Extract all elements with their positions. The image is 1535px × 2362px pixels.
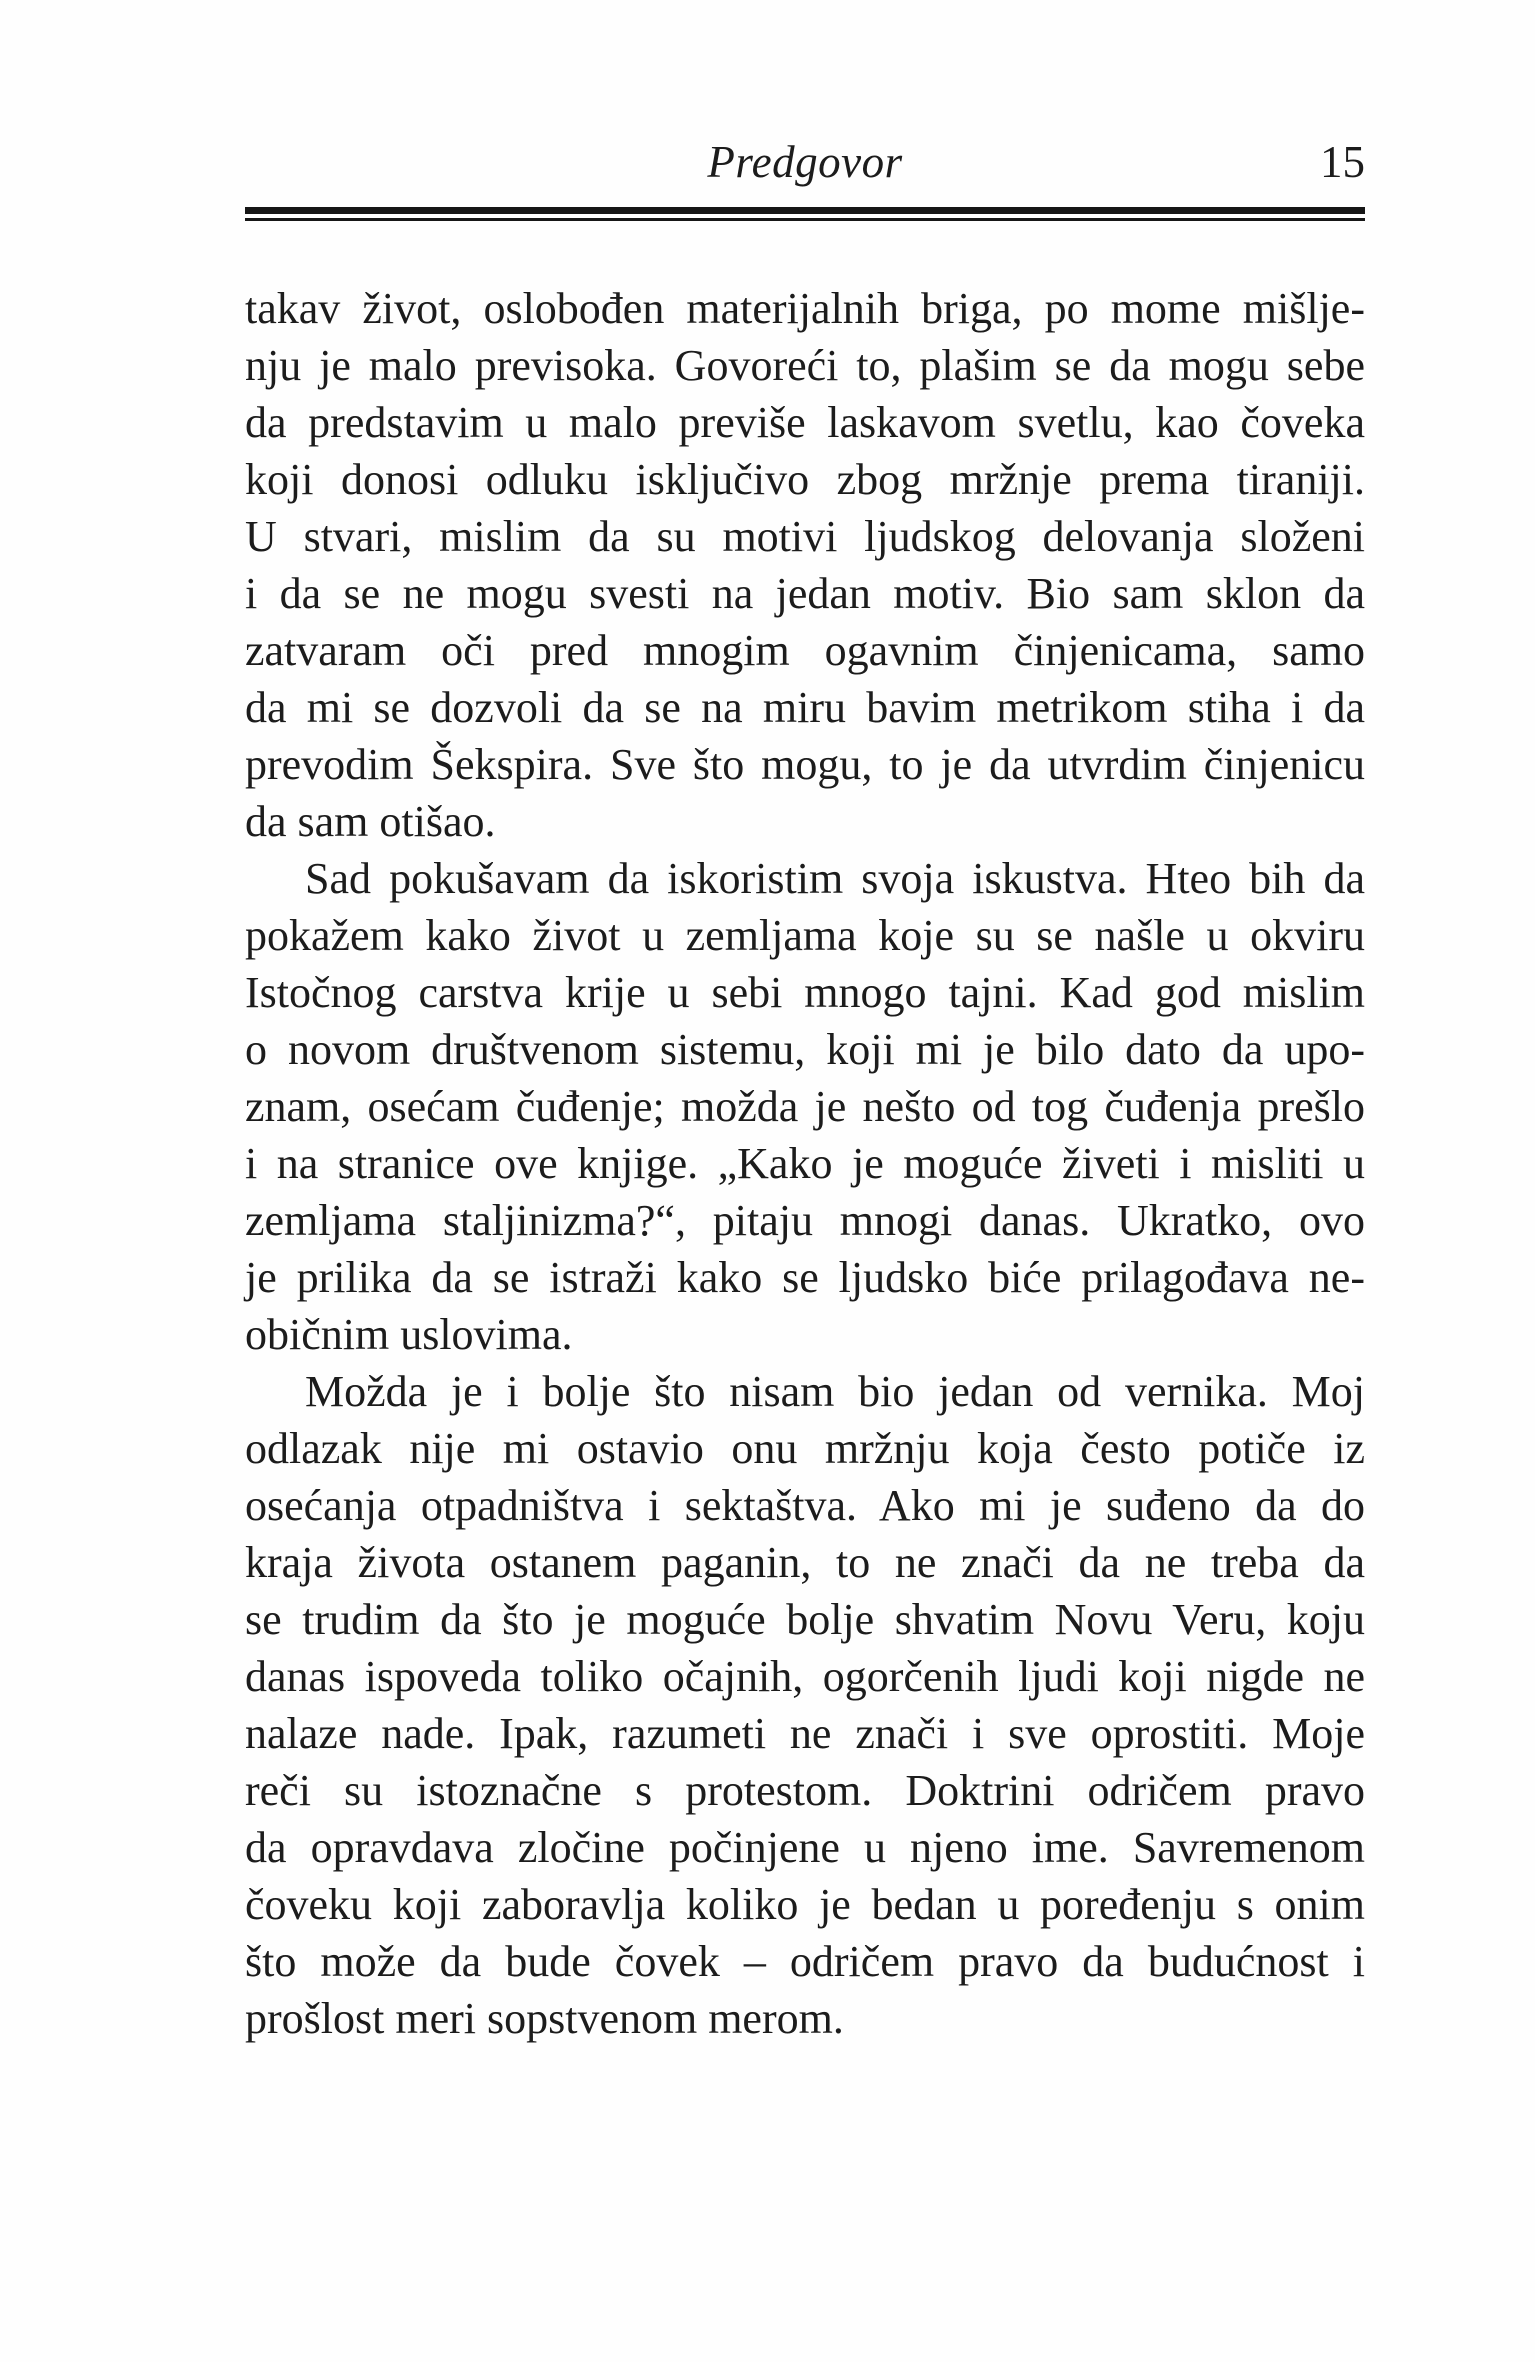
- text-line: da mi se dozvoli da se na miru bavim metrikom stiha i da: [245, 683, 1365, 732]
- text-line: čoveku koji zaboravlja koliko je bedan u poređenju s onim: [245, 1880, 1365, 1929]
- text-line: Istočnog carstva krije u sebi mnogo tajni. Kad god mislim: [245, 968, 1365, 1017]
- text-line: kraja života ostanem paganin, to ne znači da ne treba da: [245, 1538, 1365, 1587]
- text-line: običnim uslovima.: [245, 1310, 573, 1359]
- text-line: odlazak nije mi ostavio onu mržnju koja često potiče iz: [245, 1424, 1365, 1473]
- text-line: da opravdava zločine počinjene u njeno ime. Savremenom: [245, 1823, 1365, 1872]
- text-line: se trudim da što je moguće bolje shvatim Novu Veru, koju: [245, 1595, 1365, 1644]
- text-line: Možda je i bolje što nisam bio jedan od vernika. Moj: [305, 1367, 1365, 1416]
- text-line: da sam otišao.: [245, 797, 496, 846]
- page-body: [245, 280, 1365, 2047]
- paragraph: [245, 1363, 1365, 2047]
- text-line: zemljama staljinizma?“, pitaju mnogi danas. Ukratko, ovo: [245, 1196, 1365, 1245]
- text-line: zatvaram oči pred mnogim ogavnim činjenicama, samo: [245, 626, 1365, 675]
- text-line: U stvari, mislim da su motivi ljudskog delovanja složeni: [245, 512, 1365, 561]
- text-line: o novom društvenom sistemu, koji mi je bilo dato da upo-: [245, 1025, 1365, 1074]
- text-line: da predstavim u malo previše laskavom svetlu, kao čoveka: [245, 398, 1365, 447]
- text-line: znam, osećam čuđenje; možda je nešto od tog čuđenja prešlo: [245, 1082, 1365, 1131]
- rule-thick-line: [245, 207, 1365, 214]
- text-line: i na stranice ove knjige. „Kako je moguće živeti i misliti u: [245, 1139, 1365, 1188]
- text-line: nju je malo previsoka. Govoreći to, plašim se da mogu sebe: [245, 341, 1365, 390]
- running-head: [245, 138, 1365, 188]
- running-header-title: Predgovor: [707, 137, 903, 187]
- paragraph: [245, 280, 1365, 850]
- rule-thin-line: [245, 218, 1365, 221]
- text-line: je prilika da se istraži kako se ljudsko biće prilagođava ne-: [245, 1253, 1365, 1302]
- text-line: i da se ne mogu svesti na jedan motiv. Bio sam sklon da: [245, 569, 1365, 618]
- text-line: danas ispoveda toliko očajnih, ogorčenih ljudi koji nigde ne: [245, 1652, 1365, 1701]
- text-line: prošlost meri sopstvenom merom.: [245, 1994, 844, 2043]
- page-number: 15: [1320, 137, 1365, 187]
- text-line: koji donosi odluku isključivo zbog mržnje prema tiraniji.: [245, 455, 1365, 504]
- text-line: prevodim Šekspira. Sve što mogu, to je da utvrdim činjenicu: [245, 740, 1365, 789]
- text-line: što može da bude čovek – odričem pravo da budućnost i: [245, 1937, 1365, 1986]
- text-line: reči su istoznačne s protestom. Doktrini odričem pravo: [245, 1766, 1365, 1815]
- header-rule-divider: [245, 207, 1365, 221]
- text-line: nalaze nade. Ipak, razumeti ne znači i sve oprostiti. Moje: [245, 1709, 1365, 1758]
- text-line: pokažem kako život u zemljama koje su se našle u okviru: [245, 911, 1365, 960]
- paragraph: [245, 850, 1365, 1363]
- text-line: Sad pokušavam da iskoristim svoja iskustva. Hteo bih da: [305, 854, 1365, 903]
- text-line: takav život, oslobođen materijalnih briga, po mome mišlje-: [245, 284, 1365, 333]
- text-line: osećanja otpadništva i sektaštva. Ako mi je suđeno da do: [245, 1481, 1365, 1530]
